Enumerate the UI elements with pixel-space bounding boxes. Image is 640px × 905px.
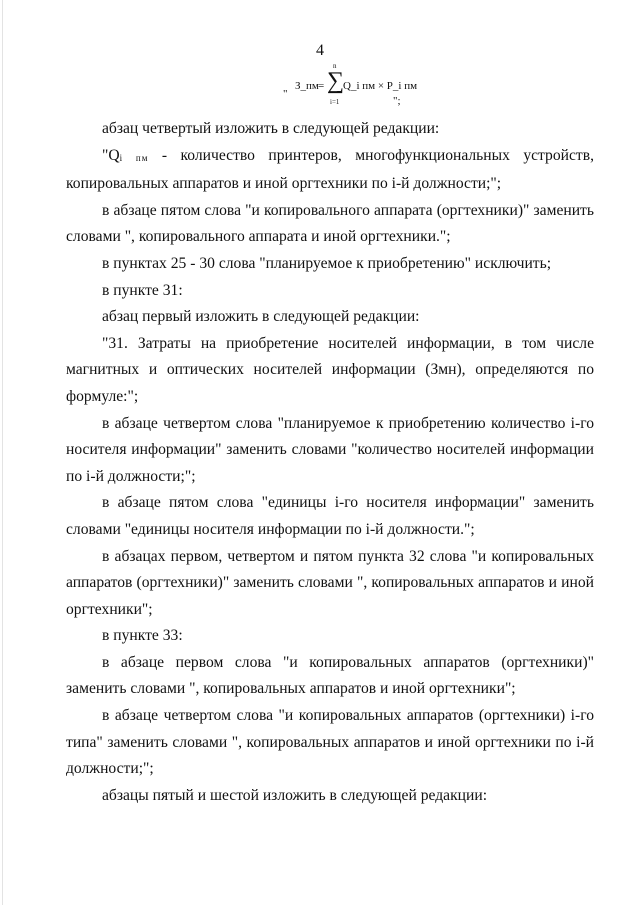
paragraph: в пунктах 25 - 30 слова "планируемое к приобретению" исключить; bbox=[102, 254, 552, 272]
paragraph: в абзаце пятом слова "и копировального аппарата (оргтехники)" заменить словами ", копировального аппарата и иной оргтехники."; bbox=[66, 201, 594, 246]
formula-lhs: З_пм bbox=[295, 80, 319, 92]
paragraph: в абзаце первом слова "и копировальных аппаратов (оргтехники)" заменить словами ", копировальных аппаратов и иной оргтехники"; bbox=[66, 653, 594, 698]
paragraph: в абзаце четвертом слова "планируемое к приобретению количество i-го носителя информации" заменить словами "количество носителей информации по i-й должности;"; bbox=[66, 414, 594, 485]
formula bbox=[283, 62, 423, 112]
paragraph: абзац четвертый изложить в следующей редакции: bbox=[102, 120, 440, 137]
sum-sign-icon: ∑ bbox=[327, 68, 345, 94]
q-symbol: "Q bbox=[102, 146, 120, 164]
q-definition-text: - количество принтеров, многофункциональных устройств, копировальных аппаратов и иной оргтехники по i-й должности;"; bbox=[66, 146, 594, 193]
document-body bbox=[66, 116, 594, 809]
formula-sum-upper: n bbox=[333, 62, 337, 70]
formula-close: "; bbox=[393, 95, 401, 107]
formula-open-quote: " bbox=[283, 88, 288, 100]
paragraph: "31. Затраты на приобретение носителей информации, в том числе магнитных и оптических носителей информации (Змн), определяются по формуле:"; bbox=[66, 334, 594, 405]
paragraph: абзац первый изложить в следующей редакции: bbox=[102, 308, 420, 326]
formula-equals: = bbox=[318, 80, 325, 92]
q-subscript: i пм bbox=[119, 152, 149, 163]
page-number: 4 bbox=[316, 42, 324, 59]
paragraph: в абзаце пятом слова "единицы i-го носителя информации" заменить словами "единицы носителя информации по i-й должности."; bbox=[66, 494, 594, 538]
page-edge-line bbox=[2, 0, 3, 905]
paragraph: абзацы пятый и шестой изложить в следующей редакции: bbox=[102, 786, 488, 804]
formula-rhs: Q_i пм × P_i пм bbox=[343, 80, 418, 92]
paragraph-q-definition bbox=[66, 143, 594, 198]
formula-sum-lower: i=1 bbox=[330, 98, 340, 106]
paragraph: в пункте 31: bbox=[102, 281, 183, 299]
paragraph: в абзацах первом, четвертом и пятом пункта 32 слова "и копировальных аппаратов (оргтехники)" заменить словами ", копировальных аппаратов и иной оргтехники"; bbox=[66, 547, 594, 618]
paragraph: в пункте 33: bbox=[102, 627, 183, 645]
paragraph: в абзаце четвертом слова "и копировальных аппаратов (оргтехники) i-го типа" заменить словами ", копировальных аппаратов и иной оргтехники по i-й должности;"; bbox=[66, 707, 594, 778]
